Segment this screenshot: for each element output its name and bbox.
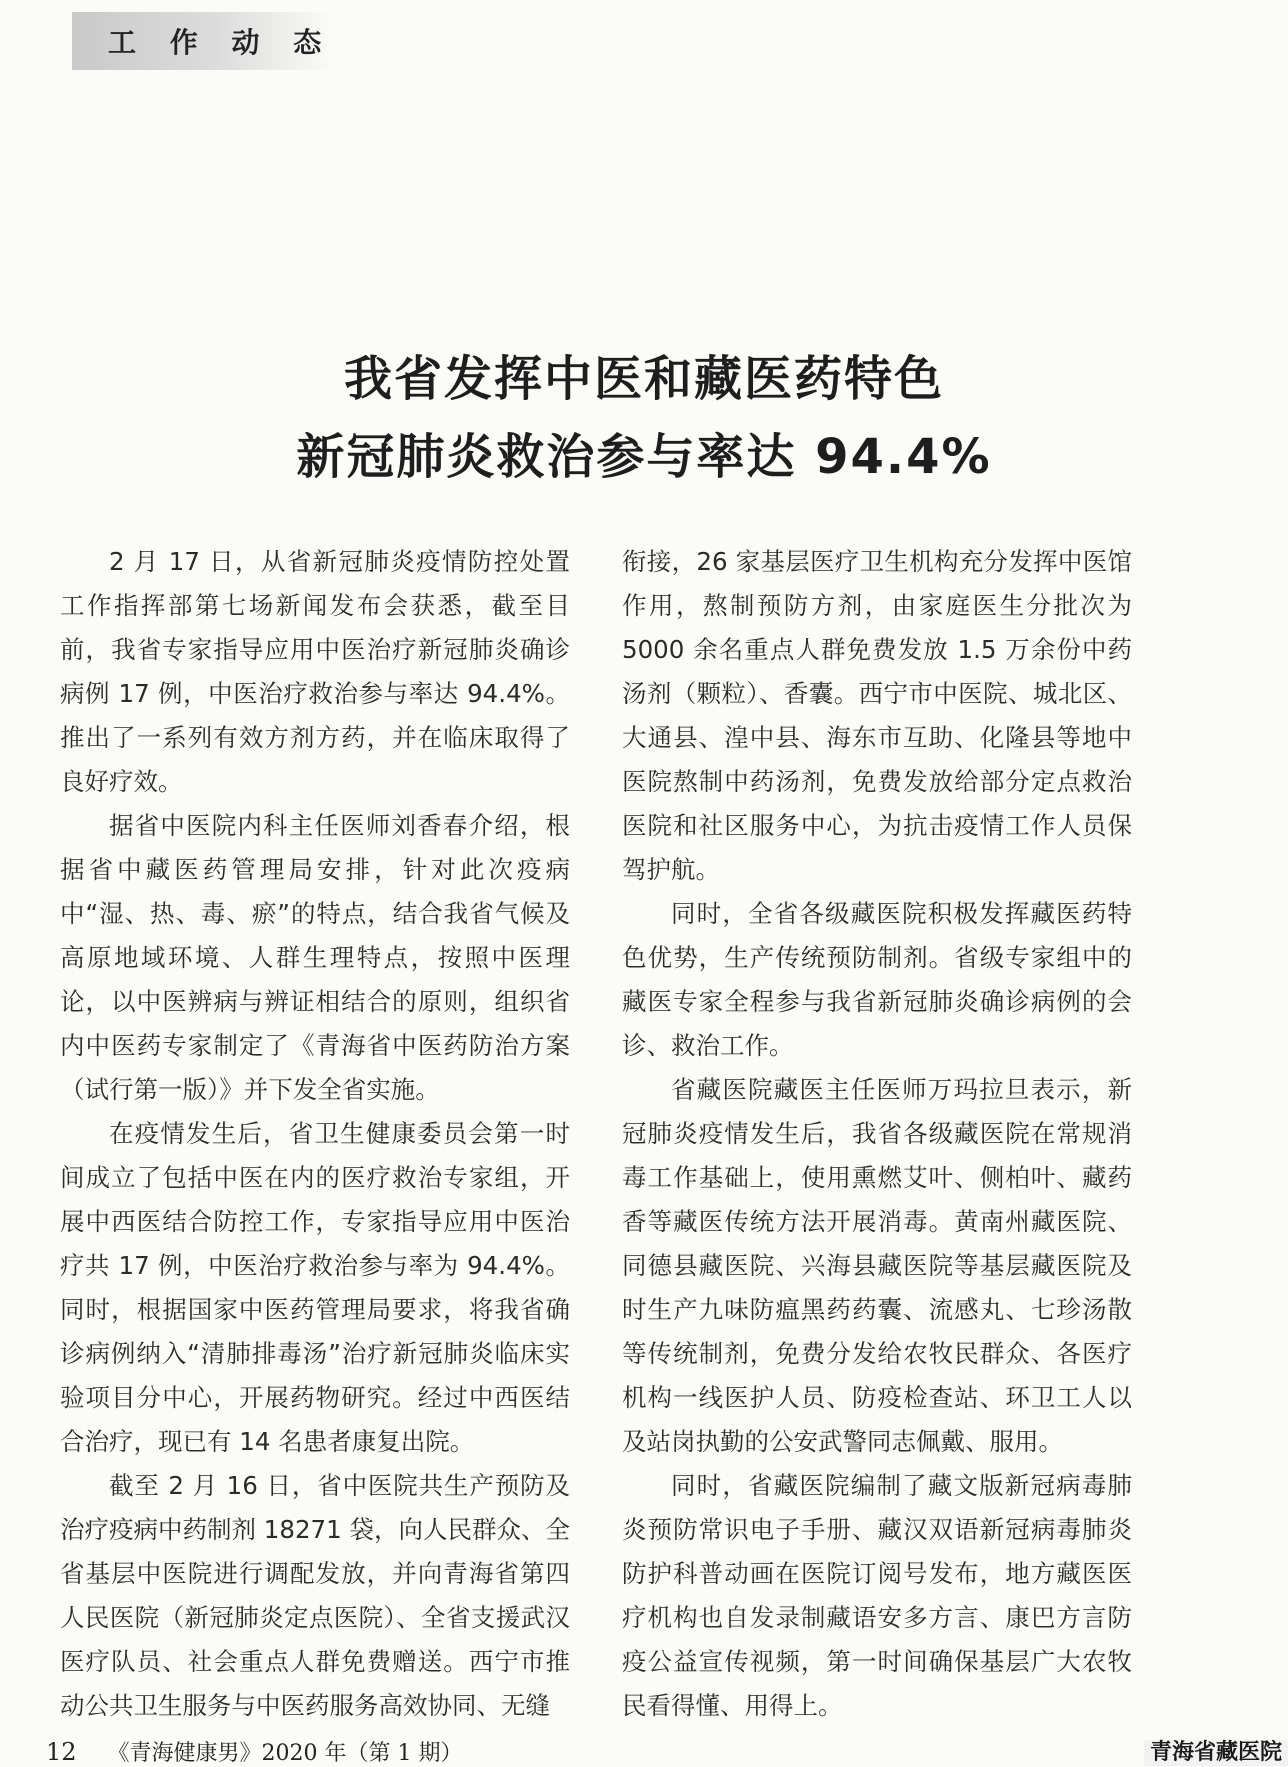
paragraph-continuation: 衔接，26 家基层医疗卫生机构充分发挥中医馆作用，熬制预防方剂，由家庭医生分批次为 5000 余名重点人群免费发放 1.5 万余份中药汤剂（颗粒）、香囊。西宁市中医院、城北区、大通县、湟中县、海东市互助、化隆县等地中医院熬制中药汤剂，免费发放给部分定点救治医院和社区服务中心，为抗击疫情工作人员保驾护航。	[622, 547, 1132, 884]
watermark: 青海省藏医院	[1144, 1740, 1288, 1766]
right-column	[622, 540, 1132, 1728]
paragraph: 省藏医院藏医主任医师万玛拉旦表示，新冠肺炎疫情发生后，我省各级藏医院在常规消毒工作基础上，使用熏燃艾叶、侧柏叶、藏药香等藏医传统方法开展消毒。黄南州藏医院、同德县藏医院、兴海县藏医院等基层藏医院及时生产九味防瘟黑药药囊、流感丸、七珍汤散等传统制剂，免费分发给农牧民群众、各医疗机构一线医护人员、防疫检查站、环卫工人以及站岗执勤的公安武警同志佩戴、服用。	[622, 1075, 1132, 1456]
section-tag-label: 工 作 动 态	[108, 26, 334, 59]
paragraph: 据省中医院内科主任医师刘香春介绍，根据省中藏医药管理局安排，针对此次疫病中“湿、热、毒、瘀”的特点，结合我省气候及高原地域环境、人群生理特点，按照中医理论，以中医辨病与辨证相结合的原则，组织省内中医药专家制定了《青海省中医药防治方案（试行第一版）》并下发全省实施。	[60, 811, 570, 1104]
journal-name: 《青海健康男》2020 年（第 1 期）	[107, 1741, 463, 1766]
page-number: 12	[46, 1738, 77, 1766]
page-footer	[46, 1736, 463, 1767]
paragraph: 在疫情发生后，省卫生健康委员会第一时间成立了包括中医在内的医疗救治专家组，开展中西医结合防控工作，专家指导应用中医治疗共 17 例，中医治疗救治参与率为 94.4%。同时，根据国家中医药管理局要求，将我省确诊病例纳入“清肺排毒汤”治疗新冠肺炎临床实验项目分中心，开展药物研究。经过中西医结合治疗，现已有 14 名患者康复出院。	[60, 1119, 570, 1456]
paragraph: 2 月 17 日，从省新冠肺炎疫情防控处置工作指挥部第七场新闻发布会获悉，截至目前，我省专家指导应用中医治疗新冠肺炎确诊病例 17 例，中医治疗救治参与率达 94.4%。推出了一系列有效方剂方药，并在临床取得了良好疗效。	[60, 547, 570, 796]
paragraph: 同时，全省各级藏医院积极发挥藏医药特色优势，生产传统预防制剂。省级专家组中的藏医专家全程参与我省新冠肺炎确诊病例的会诊、救治工作。	[622, 899, 1132, 1060]
left-column	[60, 540, 570, 1728]
section-tag	[72, 12, 334, 70]
article-title-line2: 新冠肺炎救治参与率达 94.4%	[296, 429, 992, 485]
paragraph: 同时，省藏医院编制了藏文版新冠病毒肺炎预防常识电子手册、藏汉双语新冠病毒肺炎防护科普动画在医院订阅号发布，地方藏医医疗机构也自发录制藏语安多方言、康巴方言防疫公益宣传视频，第一时间确保基层广大农牧民看得懂、用得上。	[622, 1471, 1132, 1720]
paragraph: 截至 2 月 16 日，省中医院共生产预防及治疗疫病中药制剂 18271 袋，向人民群众、全省基层中医院进行调配发放，并向青海省第四人民医院（新冠肺炎定点医院）、全省支援武汉医疗队员、社会重点人群免费赠送。西宁市推动公共卫生服务与中医药服务高效协同、无缝	[60, 1471, 571, 1720]
article-title-line1: 我省发挥中医和藏医药特色	[343, 351, 944, 407]
